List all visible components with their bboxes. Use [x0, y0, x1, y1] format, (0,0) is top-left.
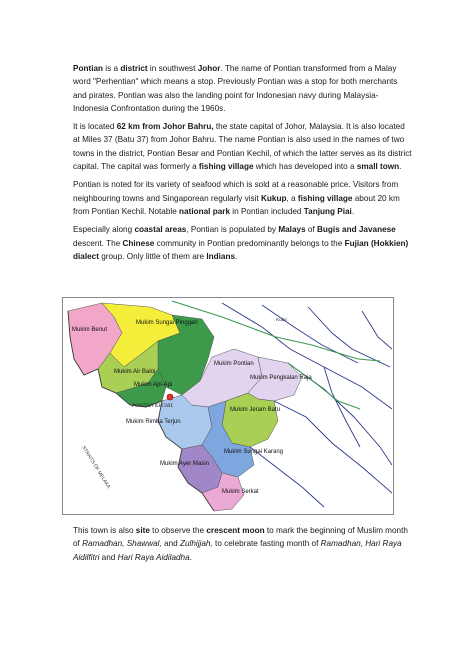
label-air-baloi: Mukim Air Baloi	[114, 369, 156, 375]
text-run: to celebrate fasting month of	[212, 539, 321, 549]
label-kulai: Kulai	[276, 318, 287, 323]
term-indians: Indians	[206, 251, 236, 261]
label-pontian-kechil: PONTIAN KECHIL	[132, 403, 174, 409]
paragraph-population	[73, 223, 413, 263]
text-run: and	[99, 552, 118, 562]
text-run: It is located	[73, 122, 117, 132]
term-ramadhan-shawwal: Ramadhan, Shawwal,	[82, 539, 162, 549]
term-pontian: Pontian	[73, 64, 104, 73]
paragraph-seafood	[73, 178, 413, 218]
text-run: of	[305, 225, 318, 235]
text-run: .	[399, 162, 402, 172]
text-run: in southwest	[147, 64, 198, 73]
term-chinese: Chinese	[122, 238, 155, 248]
label-api-api: Mukim Api-Api	[134, 382, 173, 388]
label-rimba-terjun: Mukim Rimba Terjun	[126, 419, 181, 425]
term-ramadhan-aidilfitri: Ramadhan, Hari Raya Aidilfitri	[73, 539, 402, 562]
term-malays: Malays	[278, 225, 306, 235]
text-run: to mark the beginning of Muslim month of	[73, 526, 408, 549]
label-jeram-batu: Mukim Jeram Batu	[230, 407, 281, 413]
label-ayer-masin: Mukim Ayer Masin	[160, 461, 209, 467]
paragraph-crescent-moon	[73, 524, 413, 564]
label-sungai-pinggan: Mukim Sungai Pinggan	[136, 320, 198, 326]
label-pengkalan-raja: Mukim Pengkalan Raja	[250, 375, 312, 381]
text-run: the state capital of Johor, Malaysia. It is also located at Miles 37 (Batu 37) from Johor Bahru. The name Pontian is also used in the names of two towns in the district, Pontian Besar and Pontian Kechil, of which the latter serves as its district capital. The capital was formerly a	[73, 122, 412, 172]
term-crescent-moon: crescent moon	[206, 526, 265, 535]
pontian-district-map	[62, 297, 394, 515]
term-site: site	[135, 526, 150, 535]
term-fujian: Fujian (Hokkien) dialect	[73, 238, 409, 261]
text-run: .	[189, 552, 192, 562]
text-run: descent. The	[73, 238, 123, 248]
term-aidiladha: Hari Raya Aidiladha	[117, 552, 190, 562]
text-run: is a	[103, 64, 121, 73]
term-tanjung-piai: Tanjung Piai	[303, 206, 352, 216]
text-run: about 20 km from Pontian Kechil. Notable	[73, 193, 400, 216]
label-strait: STRAITS OF MELAKA	[80, 445, 111, 490]
term-district: district	[120, 64, 148, 73]
closing-section	[73, 524, 413, 569]
term-bugis-javanese: Bugis and Javanese	[317, 225, 396, 235]
text-run: and	[161, 539, 180, 549]
term-fishing-village: fishing village	[198, 162, 254, 172]
paragraph-intro	[73, 62, 413, 115]
map-svg	[62, 297, 394, 515]
text-run: This town is also	[73, 526, 136, 535]
text-run: community in Pontian predominantly belongs to the	[154, 238, 345, 248]
pontian-kechil-marker	[167, 394, 173, 400]
text-run: in Pontian included	[230, 206, 304, 216]
text-run: .	[351, 206, 355, 216]
label-sungai-karang: Mukim Sungai Karang	[224, 449, 284, 455]
text-run: Pontian is noted for its variety of seafood which is sold at a reasonable price. Visitors from neighbouring towns and Singaporean regularly visit	[73, 180, 399, 203]
text-run: Especially along	[73, 225, 135, 235]
text-run: group. Only little of them are	[98, 251, 207, 261]
term-fishing-village-2: fishing village	[297, 193, 353, 203]
article-body	[73, 62, 413, 268]
term-johor: Johor	[197, 64, 221, 73]
term-coastal-areas: coastal areas	[134, 225, 187, 235]
text-run: which has developed into a	[253, 162, 357, 172]
text-run: .	[235, 251, 238, 261]
text-run: to observe the	[149, 526, 207, 535]
label-pontian: Mukim Pontian	[214, 361, 254, 367]
paragraph-location	[73, 120, 413, 173]
term-zulhijjah: Zulhijjah,	[179, 539, 213, 549]
text-run: . The name of Pontian transformed from a Malay word "Perhentian" which means a stop. Previously Pontian was a stop for both merchants and pirates. Pontian was also the landing point for Indonesian navy during Malaysia-Indonesia Confrontation during the 1960s.	[73, 64, 398, 113]
term-distance: 62 km from Johor Bahru,	[116, 122, 214, 132]
text-run: , a	[286, 193, 298, 203]
term-kukup: Kukup	[260, 193, 287, 203]
term-national-park: national park	[179, 206, 231, 216]
text-run: , Pontian is populated by	[186, 225, 279, 235]
label-serkat: Mukim Serkat	[222, 489, 259, 495]
label-benut: Mukim Benut	[72, 327, 108, 333]
term-small-town: small town	[356, 162, 400, 172]
